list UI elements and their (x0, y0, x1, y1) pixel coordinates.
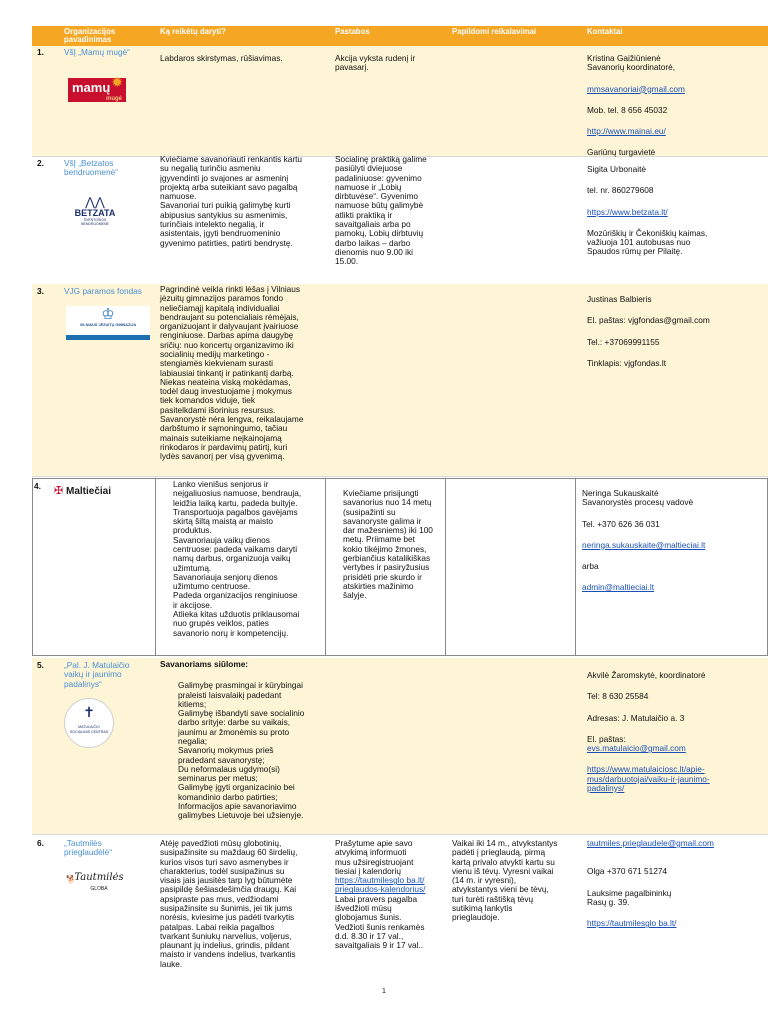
text-line: patalpas. Labai reikia pagalbos (160, 921, 275, 932)
text-line: savanorio norų ir kompetencijų. (173, 627, 289, 638)
text-line: organizuojant ir dalyvaujant įvairiuose (160, 321, 299, 332)
text-line: savanorius nuo 14 metų (343, 497, 432, 508)
text-line: Galimybę įgyti organizacinio bei (178, 782, 295, 793)
text-line: turi turėti raštišką tėvų (452, 893, 534, 904)
contact-address: Lauksime pagalbininkų (587, 887, 672, 898)
contact-phone: Mob. tel. 8 656 45032 (587, 104, 668, 115)
text-line: Transportuoja pagalbos gavėjams (173, 506, 298, 517)
text-line: užimtumo centruose. (173, 581, 251, 592)
text-line: savaitgaliais arba po (335, 218, 411, 229)
row-number: 1. (37, 47, 44, 57)
text-line: norėsis, kviesime jus padėti tvarkytis (160, 912, 295, 923)
text-line: projektą arba suteikiant savo pagalbą (160, 181, 298, 192)
text-line: nuo grupės veiklos, paties (173, 618, 269, 629)
text-line: renginiuose. Darbas apima daugybę (160, 330, 294, 341)
text-line: pamokų, Lobių dirbtuvių (335, 228, 424, 239)
text-line: kokio tikėjimo žmones, (343, 543, 427, 554)
text-line: ir akcijose. (173, 599, 213, 610)
notes-text (335, 839, 450, 950)
contacts (587, 671, 765, 793)
todo-text (160, 839, 332, 969)
todo-title: Savanoriams siūlome: (160, 659, 249, 669)
contact-email-link[interactable]: tautmiles.prieglaudele@gmail.com (587, 838, 714, 848)
logo-text: Tautmilės (74, 872, 124, 883)
contact-phone: Tel. +370 626 36 031 (582, 518, 660, 529)
header-notes: Pastabos (335, 27, 370, 36)
contact-website-link[interactable] (587, 765, 765, 793)
table-row (32, 478, 768, 655)
dog-icon: 🐕 (66, 875, 76, 884)
contact-name: Sigita Urbonaitė (587, 164, 647, 174)
text-line: mus/darbuotojai/vaiku-ir-jaunimo- (587, 773, 710, 784)
text-line: lauke. (160, 958, 183, 969)
logo-text: Maltiečiai (66, 486, 112, 497)
text-line: atskirties mažinimo (343, 580, 414, 591)
text-line: Savanorių mokymus prieš (178, 745, 274, 756)
text-line: padalinys/ (587, 782, 625, 793)
text-line: mainais suteikiame neįkainojamą (160, 432, 282, 443)
text-line: (susipažinti su (343, 506, 396, 517)
betzata-logo (70, 196, 120, 228)
text-line: Du neformalaus ugdymo(si) (178, 763, 280, 774)
text-line: Galimybę išbandyti save socialinio (178, 708, 305, 719)
text-line: asistentais, įgyti bendruomeninio (160, 228, 281, 239)
text-line: charakterius, todėl susipažinus su (160, 865, 285, 876)
text-line: vienu iš tėvų. Vyresni vaikai (452, 865, 554, 876)
text-line: Akcija vyksta rudenį ir pavasarį. (335, 53, 416, 73)
contact-address: Gariūnų turgavietė (587, 147, 656, 158)
text-line: produktus. (173, 525, 212, 536)
logo-text: mamų (72, 80, 111, 95)
table-row (32, 836, 768, 972)
text-line: Savanoriai turi puikią galimybę kurti (160, 200, 291, 211)
contact-address: Mozūriškių ir Čekoniškių kaimas, (587, 227, 708, 238)
text-line: Labai pravers pagalba (335, 893, 418, 904)
contacts (582, 489, 764, 593)
contact-name: Akvilė Žaromskytė, koordinatorė (587, 670, 706, 680)
text-line: prisidėti prie skurdo ir (343, 571, 422, 582)
text-line: apsipraste pas mus, vedžiodami (160, 893, 279, 904)
contact-name: Kristina Gaižiūnienė (587, 53, 661, 63)
contact-website: Tinklapis: vjgfondas.lt (587, 357, 667, 368)
contact-address: Rasų g. 39. (587, 896, 630, 907)
text-line: Vedžioti šunis renkamės (335, 921, 425, 932)
text-line: padėti į prieglaudą, pirmą (452, 847, 546, 858)
text-line: praleisti laisvalaikį padedant (178, 689, 282, 700)
text-line: Atėję pavedžioti mūsų globotinių, (160, 838, 282, 848)
text-line: prieglaudoje. (452, 912, 500, 923)
text-line: lydės savanorį per visą gyvenimą. (160, 451, 285, 462)
text-line: Informacijos apie savanoriavimo (178, 800, 297, 811)
text-line: jėzuitų gimnazijos paramos fondo (160, 293, 284, 304)
maltese-cross-icon: ✠ (54, 485, 64, 497)
text-line: Lanko vienišus senjorus ir (173, 479, 269, 489)
header-what-to-do: Ką reikėtų daryti? (160, 27, 226, 36)
text-line: susipažinsite su maždaug 60 širdelių, (160, 847, 298, 858)
contact-name: Neringa Sukauskaitė (582, 488, 659, 498)
text-line: pasiūlyti dviejuose (335, 163, 403, 174)
text-line: abipusius santykius su asmenimis, (160, 209, 288, 220)
organization-name: „Tautmilės prieglaudėlė“ (64, 838, 112, 858)
row-number: 2. (37, 158, 44, 168)
vjg-logo (66, 306, 150, 340)
text-line: Niekas neateina viską mokėdamas, (160, 376, 291, 387)
logo-subtext: ŠVENTOSIOS BENDRUOMENĖ (81, 218, 109, 226)
text-line: komandinio darbo patirties; (178, 791, 278, 802)
todo-text (160, 285, 332, 461)
contacts (587, 54, 762, 158)
betzata-symbol-icon: ⋀⋀ (85, 195, 105, 209)
contact-role: Savanorių koordinatorė, (587, 62, 676, 73)
calendar-link[interactable]: https://tautmilesglo ba.lt/ (335, 875, 425, 886)
text-line: pradedant savanorystę; (178, 754, 265, 765)
text-line: Galimybę prasmingai ir kūrybingai (178, 680, 303, 691)
sun-icon: ✹ (111, 74, 123, 90)
text-line: kitiems; (178, 698, 207, 709)
text-line: stengiamės kiekvienam surasti (160, 358, 273, 369)
todo-text (160, 660, 332, 821)
text-line: Savanoriauja senjorų dienos (173, 571, 278, 582)
contact-address: važiuoja 101 autobusas nuo (587, 237, 691, 248)
organization-name: VšĮ „Mamų mugė“ (64, 47, 130, 57)
row-number: 6. (37, 838, 44, 848)
text-line: centruose: padeda vaikams daryti (173, 543, 298, 554)
text-line: darbo laikas – darbo (335, 237, 411, 248)
contact-name: Justinas Balbieris (587, 294, 652, 304)
text-line: padaliniuose: gyvenimo (335, 172, 422, 183)
crown-icon: ♔ (101, 306, 115, 323)
maltieciai-logo (54, 484, 111, 498)
text-line: Atlieka kitas užduotis priklausomai (173, 608, 300, 619)
text-line: https://www.matulaiciosc.lt/apie- (587, 764, 705, 775)
text-line: dar mažesniems) iki 100 (343, 525, 433, 536)
notes-text (343, 489, 445, 600)
matulaicio-center-logo (64, 698, 114, 748)
table-row (32, 658, 768, 834)
text-line: leidžia laiką kartu, padeda buityje. (173, 497, 298, 508)
contact-email-link[interactable]: El. paštas: vjgfondas@gmail.com (587, 315, 710, 326)
text-line: tvarkant šuniukų narvelius, voljerus, (160, 930, 292, 941)
text-line: gyvenimo patirties, patirti bendrystę. (160, 237, 293, 248)
requirements-text (452, 839, 582, 923)
logo-subtext: mugė (105, 96, 122, 102)
text-line: atvykimą informuoti (335, 847, 407, 858)
text-line: tiesiai į kalendorių (335, 865, 401, 876)
table-row (32, 156, 768, 284)
text-line: šalyje. (343, 590, 367, 601)
contact-email-link[interactable]: admin@maltieciai.lt (582, 582, 655, 593)
contact-phone: Tel.: +37069991155 (587, 336, 660, 347)
contact-email (587, 316, 765, 325)
notes-text (335, 54, 443, 73)
todo-text (160, 54, 325, 63)
todo-text (173, 480, 325, 638)
text-line: galimybes Lietuvoje bei užsienyje. (178, 810, 304, 821)
text-line: dienomis nuo 9.00 iki (335, 246, 413, 257)
text-line: namuose būtų galimybė (335, 200, 424, 211)
text-line: turinčiais intelekto negalią, ir (160, 218, 265, 229)
text-line: gerbiančius katalikiškas (343, 552, 431, 563)
text-line: su negalią turinčiu asmeniu (160, 163, 261, 174)
text-line: darbštumo ir sąmoningumo, tačiau (160, 423, 288, 434)
text-line: atvykstantys vieni be tėvų, (452, 884, 549, 895)
text-line: įgyvendinti jo svajones ar asmeninį (160, 172, 289, 183)
contact-email-link[interactable]: neringa.sukauskaite@maltieciai.lt (582, 539, 706, 550)
contact-separator-text: arba (582, 561, 599, 572)
table-header (32, 26, 768, 46)
table-row (32, 284, 768, 476)
contact-email-link[interactable]: mmsavanoriai@gmail.com (587, 83, 685, 94)
mamu-muge-logo (68, 74, 126, 102)
logo-subtext: GLOBA (90, 886, 108, 892)
logo-text: VILNIAUS JĖZUITŲ GIMNAZIJA (79, 323, 137, 327)
text-line: pasitelkdami išorinius resursus. (160, 404, 276, 415)
contact-website-link[interactable]: http://www.mainai.eu/ (587, 126, 666, 137)
text-line: namuose ir „Lobių (335, 181, 402, 192)
text-line: namų darbus, organizuoja vaikų (173, 553, 291, 564)
calendar-link[interactable]: prieglaudos-kalendorius/ (335, 884, 426, 895)
logo-text: MATULAIČIO SOCIALINIS CENTRAS (69, 725, 109, 734)
contact-role: Savanorystės procesų vadovė (582, 497, 694, 508)
contact-phone: Olga +370 671 51274 (587, 866, 668, 877)
contact-website-link[interactable]: https://tautmilesglo ba.lt/ (587, 918, 677, 929)
notes-text (335, 155, 447, 266)
text-line: (14 m. ir vyresni), (452, 875, 517, 886)
text-line: Kviečiame prisijungti (343, 488, 419, 498)
contact-phone: tel. nr. 860279608 (587, 185, 654, 196)
text-line: plaunant jų indelius, grindis, pildant (160, 940, 290, 951)
text-line: Labdaros skirstymas, rūšiavimas. (160, 53, 283, 63)
row-number: 3. (37, 286, 44, 296)
text-line: tiek komandos viduje, tiek (160, 395, 256, 406)
text-line: labiausiai tinkantį ir patinkantį darbą. (160, 367, 294, 378)
text-line: pasipildę šešiasdešimčia draugų. Kai (160, 884, 297, 895)
contact-address: Spaudos rūmų per Pilaitę. (587, 246, 683, 257)
header-requirements: Papildomi reikalavimai (452, 27, 537, 36)
text-line: mus užsiregistruojant (335, 856, 414, 867)
text-line: dirbtuvėse“. Gyvenimo (335, 191, 419, 202)
contacts (587, 839, 765, 928)
text-line: maisto ir vandens indelius, tvarkantis (160, 949, 296, 960)
contact-address: Adresas: J. Matulaičio a. 3 (587, 712, 685, 723)
text-line: vertybes ir pasiryžusius (343, 562, 430, 573)
text-line: darbo srityje: darbe su vaikais, (178, 717, 291, 728)
text-line: seminarus per metus; (178, 773, 258, 784)
text-line: Prašytume apie savo (335, 838, 413, 848)
row-number: 4. (34, 481, 41, 491)
text-line: 15.00. (335, 256, 359, 267)
header-organization: Organizacijos pavadinimas (64, 27, 116, 45)
text-line: Socialinę praktiką galime (335, 154, 427, 164)
text-line: socialinių medijų marketingo - (160, 348, 270, 359)
logo-text: BETZATA (74, 208, 116, 218)
text-line: išvedžioti mūsų (335, 902, 392, 913)
text-line: savanoryste galima ir (343, 515, 422, 526)
cross-figure-icon: ✝ (83, 704, 95, 720)
text-line: sutikimą lankytis (452, 902, 513, 913)
organization-name: „Pal. J. Matulaičio vaikų ir jaunimo padalinys“ (64, 660, 130, 689)
todo-text (160, 155, 332, 248)
text-line: neįgaliuosius namuose, bendrauja, (173, 488, 302, 499)
text-line: negalia; (178, 735, 208, 746)
text-line: visais jais jausitės tarp lyg būtumėte (160, 875, 293, 886)
contact-website-link[interactable]: https://www.betzata.lt/ (587, 206, 668, 217)
text-line: užimtumą. (173, 562, 212, 573)
contact-email-label: El. paštas: (587, 733, 626, 744)
text-line: Savanoriauja vaikų dienos (173, 534, 270, 545)
page-number: 1 (382, 988, 386, 995)
text-line: todėl daug investuojame į mokymus (160, 386, 292, 397)
text-line: d.d. 8.30 ir 17 val., (335, 930, 404, 941)
contact-phone: Tel: 8 630 25584 (587, 691, 649, 702)
text-line: globojamus šunis. (335, 912, 402, 923)
table-row (32, 46, 768, 156)
text-line: neliečiamąjį kapitalą individualiai (160, 302, 280, 313)
text-line: skirtą šiltą maistą ar maisto (173, 516, 274, 527)
row-number: 5. (37, 660, 44, 670)
text-line: Savanorystė nėra lengva, reikalaujame (160, 413, 304, 424)
text-line: Kviečiame savanoriauti renkantis kartu (160, 154, 303, 164)
tautmiles-globa-logo (66, 870, 132, 900)
text-line: Vaikai iki 14 m., atvykstantys (452, 838, 558, 848)
text-line: savaitgaliais 9 ir 17 val.. (335, 940, 424, 951)
organization-name: VšĮ „Betzatos bendruomenė“ (64, 158, 118, 178)
text-line: bendraujant su potencialiais rėmėjais, (160, 311, 299, 322)
contact-email-link[interactable]: evs.matulaicio@gmail.com (587, 743, 686, 754)
text-line: sričių: nuo koncertų organizavimo iki (160, 339, 294, 350)
text-line: namuose. (160, 191, 197, 202)
text-line: metų. Priimame bet (343, 534, 415, 545)
text-line: kurios visos turi savo asmenybes ir (160, 856, 289, 867)
text-line: rinkodaros ir pardavimų patirtį, kuri (160, 441, 288, 452)
text-line: Pagrindinė veikla rinkti lėšas į Vilniaus (160, 284, 301, 294)
contacts (587, 295, 765, 368)
contacts (587, 165, 765, 257)
header-contacts: Kontaktai (587, 27, 623, 36)
organization-name: VJG paramos fondas (64, 286, 142, 296)
text-line: jaunimu ar žmonėmis su proto (178, 726, 290, 737)
text-line: kartą privalo atvykti kartu su (452, 856, 555, 867)
text-line: atlikti praktiką ir (335, 209, 393, 220)
text-line: susipažinsite su šunimis, jei tik jums (160, 902, 293, 913)
text-line: Padeda organizacijos renginiuose (173, 590, 298, 601)
